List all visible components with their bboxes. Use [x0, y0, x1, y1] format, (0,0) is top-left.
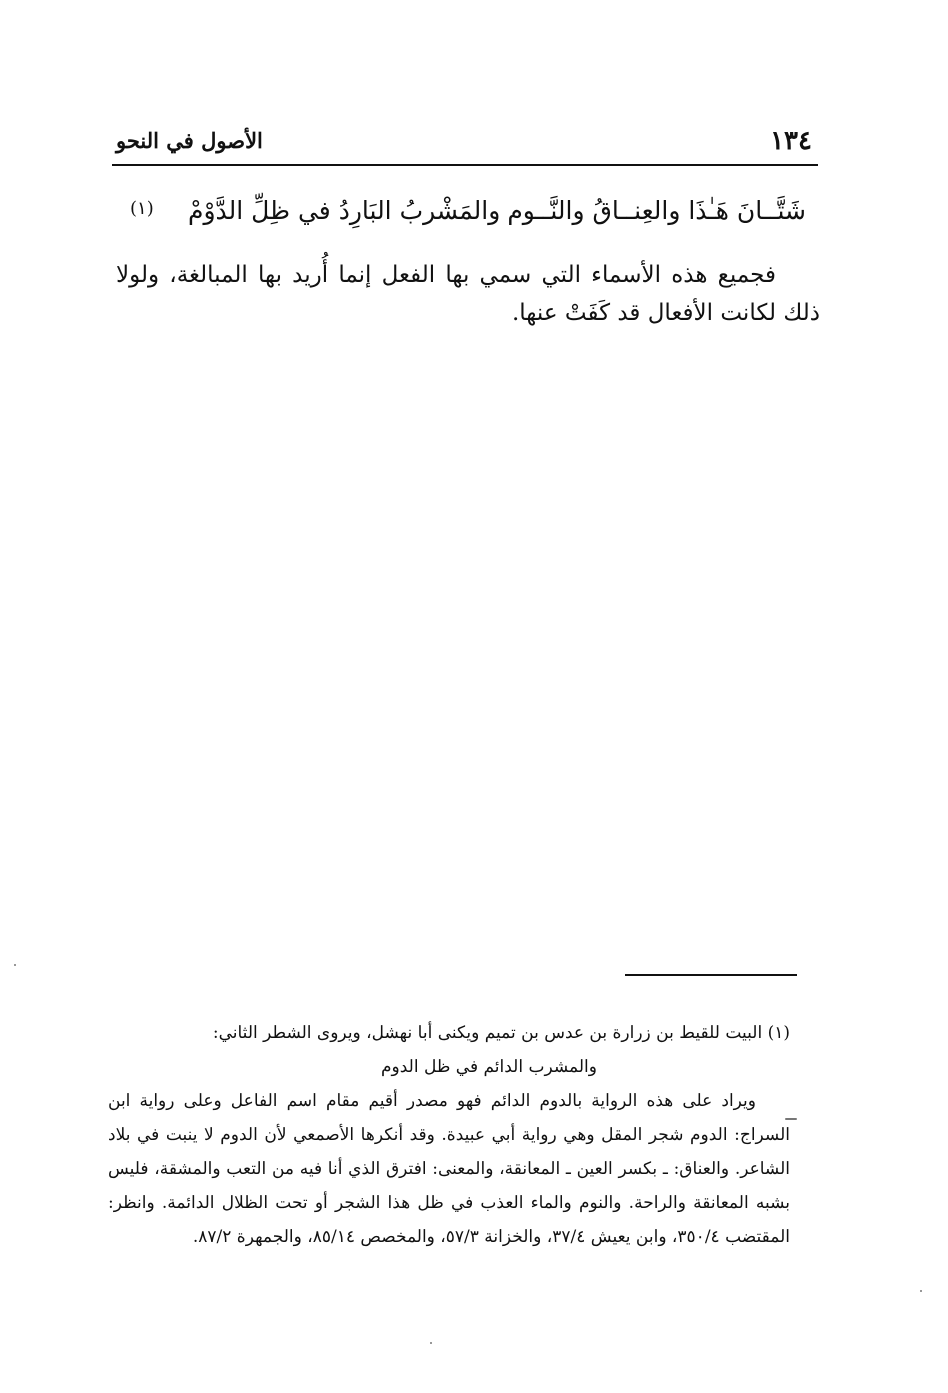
footnote-reference: (١)	[130, 198, 154, 219]
footnotes-section	[108, 1016, 790, 1254]
page-number: ١٣٤	[770, 126, 812, 156]
verse-first-hemistich: شَتَّــانَ هَـٰذَا والعِنــاقُ والنَّــوم	[507, 196, 806, 225]
running-title: الأصول في النحو	[116, 128, 263, 153]
scan-speck	[920, 1290, 922, 1292]
footnote-separator	[625, 974, 797, 976]
footnote-1-verse-variant: والمشرب الدائم في ظل الدوم	[381, 1057, 597, 1077]
scan-speck	[14, 964, 16, 966]
verse-second-hemistich: والمَشْربُ البَارِدُ في ظِلِّ الدَّوْمْ	[188, 196, 501, 225]
scan-mark	[785, 1118, 797, 1120]
running-header	[112, 124, 818, 166]
poetry-verse	[130, 196, 806, 246]
footnote-1-commentary: ويراد على هذه الرواية بالدوم الدائم فهو مصدر أقيم مقام اسم الفاعل وعلى رواية ابن السراج: الدوم شجر المقل وهي رواية أبي عبيدة. وقد أنكرها الأصمعي لأن الدوم لا ينبت في بلاد الشاعر. والعناق: ـ بكسر العين ـ المعانقة، والمعنى: افترق الذي أنا فيه من التعب والمشقة، فليس بشبه المعانقة والراحة. والنوم والماء العذب في ظل هذا الشجر أو تحت الظلال الدائمة. وانظر: المقتضب ٣٥٠/٤، وابن يعيش ٣٧/٤، والخزانة ٥٧/٣، والمخصص ٨٥/١٤، والجمهرة ٨٧/٢.	[108, 1091, 790, 1247]
scan-speck	[430, 1342, 432, 1344]
body-paragraph: فجميع هذه الأسماء التي سمي بها الفعل إنما أُريد بها المبالغة، ولولا ذلك لكانت الأفعال قد كَفَتْ عنها.	[116, 262, 820, 326]
footnote-1-intro: (١) البيت للقيط بن زرارة بن عدس بن تميم ويكنى أبا نهشل، ويروى الشطر الثاني:	[212, 1023, 790, 1043]
main-text	[116, 256, 820, 332]
